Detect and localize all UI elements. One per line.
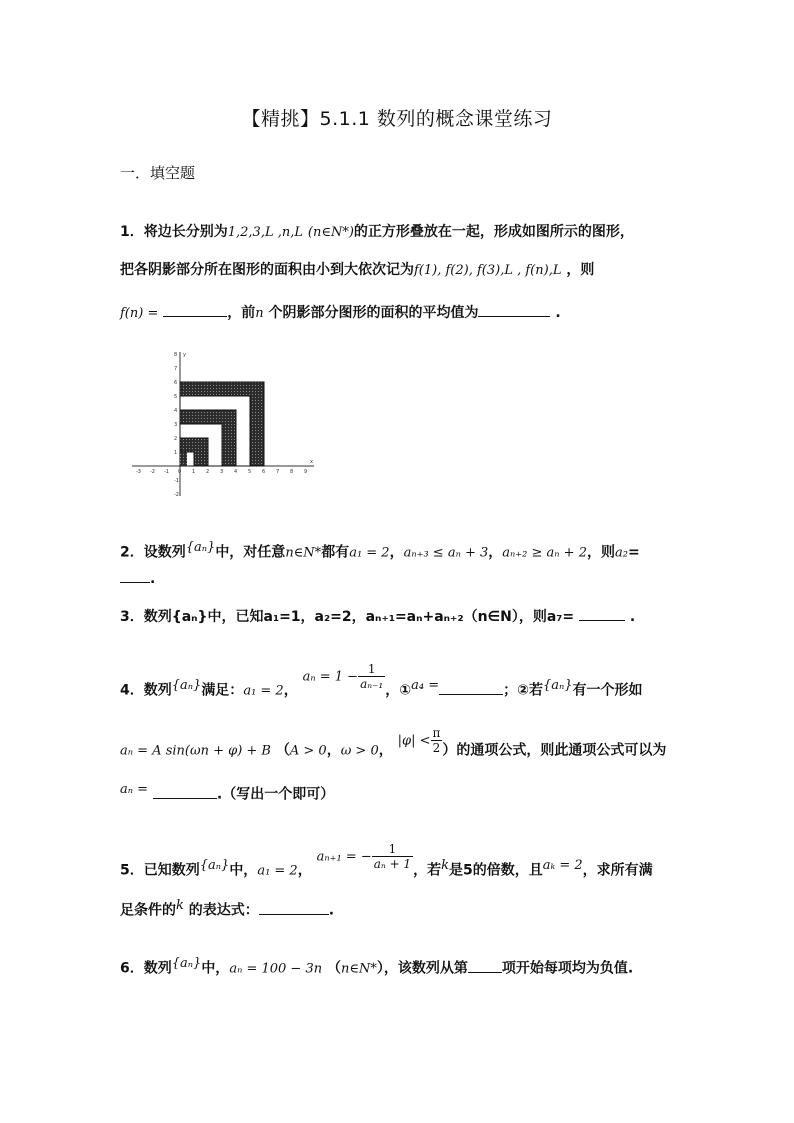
- text: 的表达式：: [188, 902, 259, 919]
- text: （: [326, 960, 341, 977]
- text: 是5的倍数，且: [448, 862, 543, 879]
- text: .: [629, 609, 636, 625]
- answer-blank[interactable]: [163, 302, 227, 317]
- denominator: aₙ₋₁: [360, 677, 384, 692]
- math-expression: a₄ =: [411, 678, 440, 693]
- y-tick-label: 4: [174, 408, 178, 414]
- fraction: [372, 842, 413, 871]
- x-tick-label: -1: [164, 469, 169, 475]
- question-1-line-2: [120, 260, 680, 281]
- math-expression: aₙ₊₃ ≤ aₙ + 3: [403, 545, 489, 561]
- math-expression: k: [441, 858, 449, 873]
- text: .（写出一个即可）: [216, 786, 335, 803]
- answer-blank[interactable]: [468, 958, 502, 973]
- question-3: [120, 606, 680, 627]
- y-tick-label: 7: [174, 366, 178, 372]
- stacked-squares-figure: [128, 348, 318, 498]
- text: ，: [297, 862, 312, 879]
- text: 足条件的: [120, 902, 176, 919]
- math-expression: aₙ₊₁ = −: [316, 849, 372, 865]
- text: 项开始每项均为负值.: [501, 960, 634, 977]
- denominator: aₙ + 1: [373, 857, 412, 872]
- answer-blank[interactable]: [439, 680, 503, 695]
- x-tick-label: -2: [150, 469, 155, 475]
- math-expression: 1,2,3,L ,n,L: [227, 225, 303, 240]
- x-tick-label: 5: [248, 469, 252, 475]
- question-number: 2．: [120, 544, 144, 561]
- math-expression: ω > 0: [340, 743, 379, 759]
- text: 把各阴影部分所在图形的面积由小到大依次记为: [120, 262, 414, 278]
- text: =: [627, 544, 640, 561]
- text: .: [555, 305, 561, 321]
- math-expression: aₙ₊₂ ≥ aₙ + 2: [502, 545, 587, 561]
- text: （: [275, 742, 290, 759]
- text: 中，对任意: [215, 544, 286, 561]
- math-expression: f(1), f(2), f(3),L , f(n),L: [414, 263, 562, 278]
- text: ，前: [227, 305, 256, 321]
- question-2-line-1: [120, 538, 680, 564]
- math-expression: aₖ = 2: [542, 858, 583, 873]
- math-expression: a₁ = 2: [243, 683, 284, 699]
- section-heading: 一．填空题: [120, 164, 196, 182]
- text: 数列: [143, 682, 172, 699]
- question-number: 6．: [120, 960, 144, 977]
- question-4-line-2: [120, 726, 680, 765]
- text: ，求所有满: [582, 862, 653, 879]
- text: .: [328, 902, 335, 919]
- question-5-line-2: [120, 896, 680, 921]
- math-expression: A > 0: [289, 743, 327, 759]
- math-expression: a₁ = 2: [257, 863, 298, 879]
- math-expression: aₙ = A sin(ωn + φ) + B: [120, 743, 271, 759]
- x-tick-label: 7: [276, 469, 280, 475]
- page-title: 【精挑】5.1.1 数列的概念课堂练习: [241, 108, 553, 130]
- answer-blank[interactable]: [259, 900, 329, 915]
- x-tick-label: 4: [234, 469, 238, 475]
- math-expression: f(n) =: [120, 306, 159, 321]
- math-expression: aₙ = 1 −: [302, 669, 359, 685]
- text: ，: [378, 742, 393, 759]
- question-number: 5．: [120, 862, 144, 879]
- math-expression: aₙ =: [120, 782, 149, 797]
- x-tick-label: 6: [262, 469, 266, 475]
- x-tick-label: 1: [192, 469, 196, 475]
- question-number: 4．: [120, 682, 144, 699]
- text: 已知数列: [143, 862, 200, 879]
- math-expression: n: [255, 306, 264, 321]
- recurrence-formula: [303, 662, 386, 691]
- question-number: 1．: [120, 224, 144, 240]
- math-expression: k: [176, 898, 184, 913]
- x-tick-label: -3: [136, 469, 141, 475]
- text: 中，: [201, 960, 230, 977]
- math-expression: n∈N*: [340, 961, 377, 977]
- answer-blank[interactable]: [579, 606, 625, 621]
- x-tick-label: 8: [290, 469, 294, 475]
- math-expression: a₁ = 2: [349, 545, 390, 561]
- text: 个阴影部分图形的面积的平均值为: [268, 305, 479, 321]
- x-axis-label: x: [310, 459, 313, 465]
- math-expression: {aₙ}: [171, 678, 202, 693]
- math-expression: aₙ = 100 − 3n: [229, 961, 323, 977]
- text: ，: [488, 544, 503, 561]
- y-tick-label: 1: [174, 450, 178, 456]
- math-expression: a₂: [614, 545, 628, 561]
- text: 有一个形如: [572, 682, 643, 699]
- question-1-line-3: [120, 302, 680, 324]
- y-tick-label: -1: [174, 478, 179, 484]
- text: ，则: [586, 544, 615, 561]
- question-5-line-1: [120, 842, 680, 885]
- answer-blank[interactable]: [478, 302, 550, 317]
- y-tick-label: 8: [174, 352, 178, 358]
- y-tick-label: 2: [174, 436, 178, 442]
- question-6: [120, 954, 680, 980]
- answer-blank[interactable]: [120, 568, 150, 583]
- math-expression: {aₙ}: [542, 678, 573, 693]
- fraction: [358, 662, 385, 691]
- math-expression: {aₙ}: [185, 540, 216, 555]
- text: ，: [389, 544, 404, 561]
- numerator: 1: [358, 662, 385, 677]
- text: ）的通项公式，则此通项公式可以为: [442, 742, 667, 759]
- question-4-line-1: [120, 662, 680, 705]
- y-tick-label: 3: [174, 422, 178, 428]
- math-expression: {aₙ}: [171, 956, 202, 971]
- y-tick-label: 6: [174, 380, 178, 386]
- text: ，: [283, 682, 298, 699]
- text: .: [150, 571, 156, 587]
- text: 都有: [321, 544, 350, 561]
- math-expression: (n∈N*): [307, 225, 354, 240]
- math-expression: n∈N*: [285, 545, 322, 561]
- question-text: 3．数列{aₙ}中，已知a₁=1，a₂=2，aₙ₊₁=aₙ+aₙ₊₂（n∈N），则a₇=: [120, 609, 575, 625]
- text: 数列: [143, 960, 172, 977]
- text: ，若: [413, 862, 442, 879]
- y-tick-label: -2: [174, 492, 179, 498]
- text: 将边长分别为: [143, 224, 228, 240]
- numerator: 1: [372, 842, 413, 857]
- text: ），该数列从第: [376, 960, 468, 977]
- question-4-line-3: [120, 780, 680, 805]
- denominator: 2: [432, 741, 441, 755]
- text: 的正方形叠放在一起，形成如图所示的图形，: [353, 224, 634, 240]
- text: 满足：: [201, 682, 244, 699]
- numerator: π: [432, 726, 441, 740]
- x-tick-label: 9: [304, 469, 308, 475]
- text: ，则: [566, 262, 595, 278]
- math-expression: |φ| <: [397, 733, 431, 749]
- shaded-region-1: [180, 452, 187, 466]
- recurrence-formula: [317, 842, 414, 871]
- x-tick-label: 3: [220, 469, 224, 475]
- math-expression: {aₙ}: [199, 858, 230, 873]
- answer-blank[interactable]: [153, 784, 217, 799]
- text: 设数列: [143, 544, 186, 561]
- text: ；②若: [503, 682, 543, 699]
- y-tick-label: 5: [174, 394, 178, 400]
- text: 中，: [229, 862, 258, 879]
- question-2-line-2: [120, 568, 680, 589]
- text: ，: [326, 742, 341, 759]
- fraction: [431, 726, 443, 755]
- y-axis-label: y: [183, 352, 186, 358]
- text: ，①: [385, 682, 412, 699]
- x-tick-label: 2: [206, 469, 210, 475]
- question-1-line-1: [120, 222, 680, 243]
- phase-condition: [398, 726, 443, 755]
- x-tick-label: 0: [178, 469, 182, 475]
